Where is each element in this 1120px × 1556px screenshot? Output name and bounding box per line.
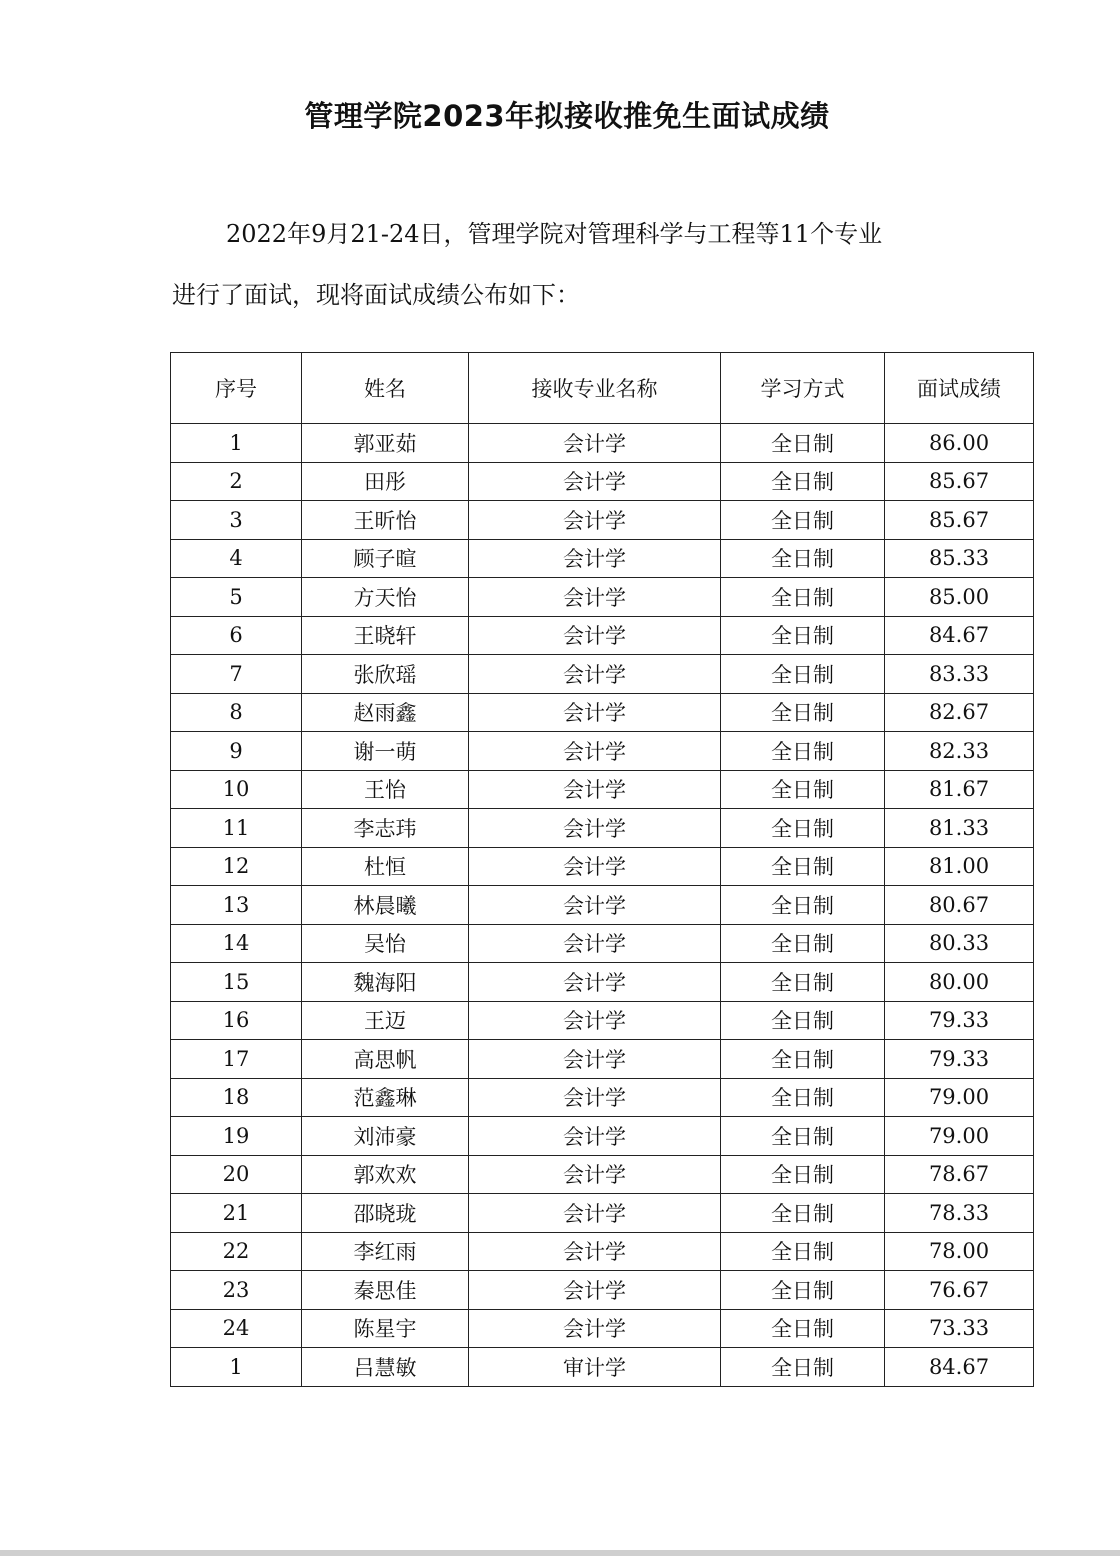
cell-major: 会计学 <box>469 1001 721 1040</box>
table-row <box>171 616 1034 655</box>
cell-name: 郭亚茹 <box>302 424 469 463</box>
cell-seq: 14 <box>171 924 302 963</box>
cell-name: 王迈 <box>302 1001 469 1040</box>
cell-major: 会计学 <box>469 1309 721 1348</box>
cell-major: 会计学 <box>469 424 721 463</box>
cell-seq: 20 <box>171 1155 302 1194</box>
cell-name: 陈星宇 <box>302 1309 469 1348</box>
cell-study-mode: 全日制 <box>721 1309 885 1348</box>
cell-score: 85.67 <box>885 462 1034 501</box>
intro-paragraph-line-2: 进行了面试，现将面试成绩公布如下： <box>172 281 580 309</box>
cell-study-mode: 全日制 <box>721 847 885 886</box>
cell-study-mode: 全日制 <box>721 924 885 963</box>
cell-major: 会计学 <box>469 1194 721 1233</box>
cell-study-mode: 全日制 <box>721 1155 885 1194</box>
cell-name: 林晨曦 <box>302 886 469 925</box>
table-row <box>171 1309 1034 1348</box>
cell-study-mode: 全日制 <box>721 578 885 617</box>
header-score: 面试成绩 <box>885 353 1034 424</box>
cell-major: 会计学 <box>469 1117 721 1156</box>
cell-name: 高思帆 <box>302 1040 469 1079</box>
cell-major: 会计学 <box>469 693 721 732</box>
cell-score: 85.33 <box>885 539 1034 578</box>
cell-name: 吴怡 <box>302 924 469 963</box>
cell-score: 84.67 <box>885 1348 1034 1387</box>
table-row <box>171 1078 1034 1117</box>
cell-major: 会计学 <box>469 1078 721 1117</box>
cell-study-mode: 全日制 <box>721 1117 885 1156</box>
table-header-row <box>171 353 1034 424</box>
table-row <box>171 655 1034 694</box>
cell-score: 73.33 <box>885 1309 1034 1348</box>
cell-seq: 8 <box>171 693 302 732</box>
cell-seq: 3 <box>171 501 302 540</box>
table-row <box>171 1117 1034 1156</box>
cell-study-mode: 全日制 <box>721 1040 885 1079</box>
header-major: 接收专业名称 <box>469 353 721 424</box>
cell-major: 会计学 <box>469 462 721 501</box>
cell-study-mode: 全日制 <box>721 424 885 463</box>
table-row <box>171 1271 1034 1310</box>
cell-name: 邵晓珑 <box>302 1194 469 1233</box>
cell-major: 会计学 <box>469 809 721 848</box>
table-row <box>171 847 1034 886</box>
cell-name: 王晓轩 <box>302 616 469 655</box>
cell-name: 刘沛豪 <box>302 1117 469 1156</box>
cell-name: 范鑫琳 <box>302 1078 469 1117</box>
cell-name: 田彤 <box>302 462 469 501</box>
cell-study-mode: 全日制 <box>721 770 885 809</box>
table-row <box>171 1001 1034 1040</box>
cell-seq: 12 <box>171 847 302 886</box>
cell-name: 谢一萌 <box>302 732 469 771</box>
cell-major: 会计学 <box>469 1271 721 1310</box>
cell-name: 顾子暄 <box>302 539 469 578</box>
cell-seq: 10 <box>171 770 302 809</box>
cell-seq: 15 <box>171 963 302 1002</box>
cell-name: 李志玮 <box>302 809 469 848</box>
table-body <box>171 424 1034 1387</box>
cell-score: 82.33 <box>885 732 1034 771</box>
table-row <box>171 1155 1034 1194</box>
cell-major: 会计学 <box>469 732 721 771</box>
cell-study-mode: 全日制 <box>721 809 885 848</box>
table-row <box>171 1040 1034 1079</box>
cell-major: 审计学 <box>469 1348 721 1387</box>
cell-seq: 17 <box>171 1040 302 1079</box>
cell-score: 78.33 <box>885 1194 1034 1233</box>
table-row <box>171 924 1034 963</box>
cell-score: 81.67 <box>885 770 1034 809</box>
interview-score-table <box>170 352 1034 1387</box>
cell-seq: 5 <box>171 578 302 617</box>
cell-name: 王昕怡 <box>302 501 469 540</box>
table-row <box>171 501 1034 540</box>
cell-score: 78.67 <box>885 1155 1034 1194</box>
cell-seq: 19 <box>171 1117 302 1156</box>
cell-study-mode: 全日制 <box>721 1348 885 1387</box>
cell-score: 84.67 <box>885 616 1034 655</box>
cell-name: 王怡 <box>302 770 469 809</box>
cell-study-mode: 全日制 <box>721 1078 885 1117</box>
cell-seq: 24 <box>171 1309 302 1348</box>
cell-study-mode: 全日制 <box>721 462 885 501</box>
page-title: 管理学院2023年拟接收推免生面试成绩 <box>304 99 830 133</box>
cell-name: 杜恒 <box>302 847 469 886</box>
cell-score: 82.67 <box>885 693 1034 732</box>
cell-study-mode: 全日制 <box>721 693 885 732</box>
cell-study-mode: 全日制 <box>721 1232 885 1271</box>
table-row <box>171 963 1034 1002</box>
cell-score: 81.33 <box>885 809 1034 848</box>
cell-seq: 13 <box>171 886 302 925</box>
bottom-edge-bar <box>0 1550 1120 1556</box>
cell-study-mode: 全日制 <box>721 963 885 1002</box>
cell-score: 79.33 <box>885 1001 1034 1040</box>
cell-major: 会计学 <box>469 924 721 963</box>
cell-study-mode: 全日制 <box>721 1001 885 1040</box>
cell-study-mode: 全日制 <box>721 1194 885 1233</box>
cell-score: 76.67 <box>885 1271 1034 1310</box>
table-row <box>171 1348 1034 1387</box>
cell-seq: 23 <box>171 1271 302 1310</box>
cell-score: 79.00 <box>885 1117 1034 1156</box>
cell-score: 85.67 <box>885 501 1034 540</box>
cell-seq: 16 <box>171 1001 302 1040</box>
cell-score: 80.00 <box>885 963 1034 1002</box>
table-row <box>171 539 1034 578</box>
cell-seq: 21 <box>171 1194 302 1233</box>
cell-score: 86.00 <box>885 424 1034 463</box>
cell-name: 方天怡 <box>302 578 469 617</box>
cell-study-mode: 全日制 <box>721 655 885 694</box>
table-row <box>171 1232 1034 1271</box>
cell-seq: 7 <box>171 655 302 694</box>
cell-name: 赵雨鑫 <box>302 693 469 732</box>
header-seq: 序号 <box>171 353 302 424</box>
cell-name: 郭欢欢 <box>302 1155 469 1194</box>
cell-seq: 18 <box>171 1078 302 1117</box>
cell-seq: 22 <box>171 1232 302 1271</box>
table-row <box>171 693 1034 732</box>
cell-seq: 11 <box>171 809 302 848</box>
cell-score: 80.67 <box>885 886 1034 925</box>
cell-major: 会计学 <box>469 1040 721 1079</box>
table-row <box>171 770 1034 809</box>
cell-major: 会计学 <box>469 578 721 617</box>
cell-major: 会计学 <box>469 501 721 540</box>
cell-study-mode: 全日制 <box>721 1271 885 1310</box>
cell-score: 83.33 <box>885 655 1034 694</box>
table-row <box>171 1194 1034 1233</box>
cell-seq: 1 <box>171 1348 302 1387</box>
cell-major: 会计学 <box>469 539 721 578</box>
cell-name: 张欣瑶 <box>302 655 469 694</box>
cell-study-mode: 全日制 <box>721 886 885 925</box>
cell-score: 78.00 <box>885 1232 1034 1271</box>
cell-major: 会计学 <box>469 886 721 925</box>
cell-major: 会计学 <box>469 847 721 886</box>
cell-major: 会计学 <box>469 1155 721 1194</box>
cell-study-mode: 全日制 <box>721 501 885 540</box>
cell-major: 会计学 <box>469 770 721 809</box>
intro-paragraph-line-1: 2022年9月21-24日，管理学院对管理科学与工程等11个专业 <box>226 220 883 248</box>
cell-name: 秦思佳 <box>302 1271 469 1310</box>
cell-study-mode: 全日制 <box>721 616 885 655</box>
cell-seq: 1 <box>171 424 302 463</box>
cell-major: 会计学 <box>469 616 721 655</box>
table-row <box>171 886 1034 925</box>
cell-seq: 9 <box>171 732 302 771</box>
table-row <box>171 424 1034 463</box>
cell-major: 会计学 <box>469 1232 721 1271</box>
cell-name: 吕慧敏 <box>302 1348 469 1387</box>
table-row <box>171 809 1034 848</box>
table-row <box>171 462 1034 501</box>
cell-study-mode: 全日制 <box>721 539 885 578</box>
table-row <box>171 732 1034 771</box>
cell-seq: 6 <box>171 616 302 655</box>
cell-name: 李红雨 <box>302 1232 469 1271</box>
table-row <box>171 578 1034 617</box>
header-study-mode: 学习方式 <box>721 353 885 424</box>
cell-score: 81.00 <box>885 847 1034 886</box>
cell-score: 79.33 <box>885 1040 1034 1079</box>
cell-study-mode: 全日制 <box>721 732 885 771</box>
cell-score: 80.33 <box>885 924 1034 963</box>
cell-seq: 2 <box>171 462 302 501</box>
cell-name: 魏海阳 <box>302 963 469 1002</box>
cell-major: 会计学 <box>469 963 721 1002</box>
header-name: 姓名 <box>302 353 469 424</box>
cell-score: 79.00 <box>885 1078 1034 1117</box>
cell-major: 会计学 <box>469 655 721 694</box>
cell-score: 85.00 <box>885 578 1034 617</box>
cell-seq: 4 <box>171 539 302 578</box>
